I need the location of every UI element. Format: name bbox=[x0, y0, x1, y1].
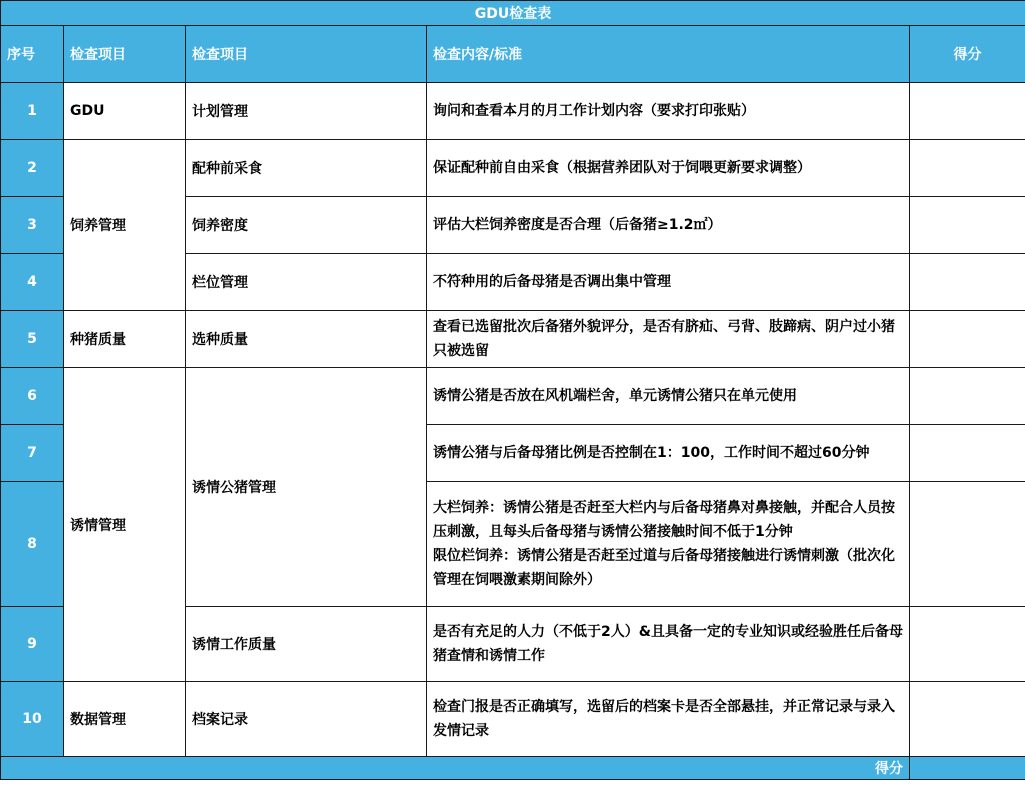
content-cell: 不符种用的后备母猪是否调出集中管理 bbox=[427, 254, 910, 311]
total-score-cell[interactable] bbox=[910, 757, 1025, 780]
category-cell: 饲养管理 bbox=[64, 140, 186, 311]
row-seq: 5 bbox=[1, 311, 64, 368]
header-category: 检查项目 bbox=[64, 26, 186, 83]
item-cell: 档案记录 bbox=[186, 682, 427, 757]
row-seq: 8 bbox=[1, 482, 64, 607]
table-row bbox=[1, 311, 1025, 368]
content-line: 大栏饲养：诱情公猪是否赶至大栏内与后备母猪鼻对鼻接触，并配合人员按压刺激，且每头后备母猪与诱情公猪接触时间不低于1分钟 bbox=[433, 500, 895, 540]
content-cell: 诱情公猪是否放在风机端栏舍，单元诱情公猪只在单元使用 bbox=[427, 368, 910, 425]
score-cell[interactable] bbox=[910, 254, 1025, 311]
category-cell: 数据管理 bbox=[64, 682, 186, 757]
score-cell[interactable] bbox=[910, 425, 1025, 482]
row-seq: 7 bbox=[1, 425, 64, 482]
content-cell: 诱情公猪与后备母猪比例是否控制在1：100，工作时间不超过60分钟 bbox=[427, 425, 910, 482]
header-row bbox=[1, 26, 1025, 83]
item-cell: 饲养密度 bbox=[186, 197, 427, 254]
total-score-label: 得分 bbox=[1, 757, 910, 780]
item-cell: 栏位管理 bbox=[186, 254, 427, 311]
category-cell: 诱情管理 bbox=[64, 368, 186, 682]
content-cell bbox=[427, 482, 910, 607]
score-cell[interactable] bbox=[910, 140, 1025, 197]
table-title: GDU检查表 bbox=[1, 1, 1025, 26]
row-seq: 4 bbox=[1, 254, 64, 311]
table-row bbox=[1, 83, 1025, 140]
score-cell[interactable] bbox=[910, 368, 1025, 425]
table-row bbox=[1, 682, 1025, 757]
score-cell[interactable] bbox=[910, 682, 1025, 757]
item-cell: 诱情工作质量 bbox=[186, 607, 427, 682]
score-cell[interactable] bbox=[910, 607, 1025, 682]
header-score: 得分 bbox=[910, 26, 1025, 83]
row-seq: 9 bbox=[1, 607, 64, 682]
score-cell[interactable] bbox=[910, 482, 1025, 607]
row-seq: 3 bbox=[1, 197, 64, 254]
table-row bbox=[1, 368, 1025, 425]
item-cell: 计划管理 bbox=[186, 83, 427, 140]
content-cell: 是否有充足的人力（不低于2人）&且具备一定的专业知识或经验胜任后备母猪查情和诱情工作 bbox=[427, 607, 910, 682]
row-seq: 1 bbox=[1, 83, 64, 140]
content-cell: 检查门报是否正确填写，选留后的档案卡是否全部悬挂，并正常记录与录入发情记录 bbox=[427, 682, 910, 757]
category-cell: GDU bbox=[64, 83, 186, 140]
score-cell[interactable] bbox=[910, 311, 1025, 368]
item-cell: 诱情公猪管理 bbox=[186, 368, 427, 607]
row-seq: 2 bbox=[1, 140, 64, 197]
row-seq: 10 bbox=[1, 682, 64, 757]
total-row bbox=[1, 757, 1025, 780]
item-cell: 配种前采食 bbox=[186, 140, 427, 197]
content-cell: 询问和查看本月的月工作计划内容（要求打印张贴） bbox=[427, 83, 910, 140]
header-seq: 序号 bbox=[1, 26, 64, 83]
header-content: 检查内容/标准 bbox=[427, 26, 910, 83]
score-cell[interactable] bbox=[910, 83, 1025, 140]
score-cell[interactable] bbox=[910, 197, 1025, 254]
row-seq: 6 bbox=[1, 368, 64, 425]
content-cell: 查看已选留批次后备猪外貌评分，是否有脐疝、弓背、肢蹄病、阴户过小猪只被选留 bbox=[427, 311, 910, 368]
title-row bbox=[1, 1, 1025, 26]
table-row bbox=[1, 140, 1025, 197]
content-cell: 评估大栏饲养密度是否合理（后备猪≥1.2㎡） bbox=[427, 197, 910, 254]
header-item: 检查项目 bbox=[186, 26, 427, 83]
content-line: 限位栏饲养：诱情公猪是否赶至过道与后备母猪接触进行诱情刺激（批次化管理在饲喂激素期间除外） bbox=[433, 548, 895, 588]
content-cell: 保证配种前自由采食（根据营养团队对于饲喂更新要求调整） bbox=[427, 140, 910, 197]
category-cell: 种猪质量 bbox=[64, 311, 186, 368]
item-cell: 选种质量 bbox=[186, 311, 427, 368]
